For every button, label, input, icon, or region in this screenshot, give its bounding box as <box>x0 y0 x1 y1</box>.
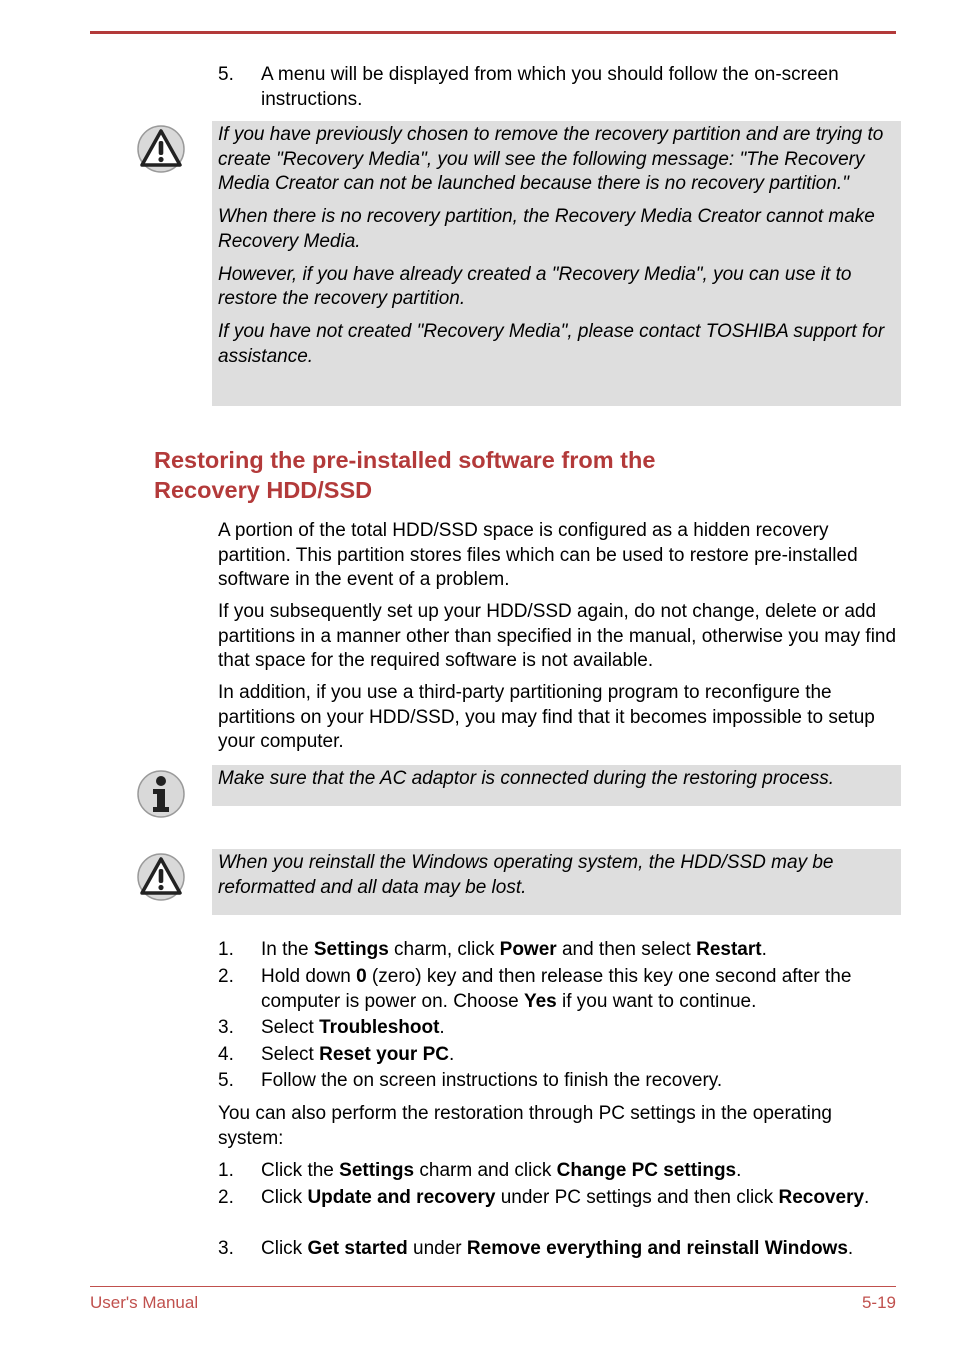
bold-term: Settings <box>339 1160 415 1181</box>
text-run: and then select <box>556 939 697 960</box>
step-text <box>261 1016 898 1041</box>
section-heading <box>154 445 854 505</box>
step-text <box>261 1159 898 1184</box>
bold-term: Restart <box>696 939 762 960</box>
list-item <box>218 1186 898 1211</box>
alt-intro-paragraph: You can also perform the restoration through PC settings in the operating system: <box>218 1103 833 1149</box>
text-run: In the <box>261 939 314 960</box>
bold-term: 0 <box>356 966 367 987</box>
warning-note-paragraph: However, if you have already created a "Recovery Media", you can use it to restore the recovery partition. <box>218 263 852 309</box>
text-run: . <box>448 1044 455 1065</box>
intro-step <box>218 63 898 112</box>
section-paragraph: In addition, if you use a third-party partitioning program to reconfigure the partitions on your HDD/SSD, you may find that it becomes impossible to setup your computer. <box>218 682 875 752</box>
heading-line-2: Recovery HDD/SSD <box>154 477 373 503</box>
bold-term: Yes <box>523 990 557 1012</box>
warning-note-paragraph: If you have previously chosen to remove the recovery partition and are trying to create "Recovery Media", you will see the following message: "The Recovery Media Creator can not be launched because there is no recovery partition." <box>218 124 884 194</box>
text-run: . <box>847 1238 854 1259</box>
warning-note-paragraph: If you have not created "Recovery Media", please contact TOSHIBA support for assistance. <box>218 321 885 367</box>
bold-term: Change PC settings <box>556 1160 737 1181</box>
warning-note-text: When you reinstall the Windows operating system, the HDD/SSD may be reformatted and all data may be lost. <box>218 852 834 898</box>
warning-note-paragraph: When there is no recovery partition, the Recovery Media Creator cannot make Recovery Media. <box>218 206 875 252</box>
bold-term: Get started <box>307 1238 408 1259</box>
text-run: if you want to continue. <box>556 990 757 1012</box>
step-number: 2. <box>218 966 234 987</box>
step-number: 5. <box>218 1070 234 1091</box>
warning-triangle-icon <box>136 852 186 902</box>
header-rule <box>90 31 896 34</box>
step-number: 2. <box>218 1187 234 1208</box>
step-number: 3. <box>218 1238 234 1259</box>
list-item <box>218 1069 898 1094</box>
bold-term: Update and recovery <box>307 1187 496 1208</box>
text-run: Hold down <box>261 966 357 987</box>
warning-note-reformat <box>212 849 901 915</box>
info-note <box>212 765 901 806</box>
list-item <box>218 1043 898 1068</box>
list-item <box>218 938 898 963</box>
step-text <box>261 1069 898 1094</box>
text-run: . <box>864 1187 870 1208</box>
step-number: 5. <box>218 64 234 85</box>
text-run: under <box>407 1238 467 1259</box>
text-run: . <box>736 1160 742 1181</box>
bold-term: Settings <box>313 939 389 960</box>
footer-title: User's Manual <box>90 1293 199 1312</box>
step-number: 1. <box>218 939 234 960</box>
info-icon <box>136 769 186 819</box>
list-item <box>218 1237 898 1262</box>
text-run: Select <box>261 1017 320 1038</box>
step-text <box>261 965 898 1014</box>
step-text <box>261 938 898 963</box>
list-item <box>218 1159 898 1184</box>
step-text <box>261 1237 898 1262</box>
bold-term: Troubleshoot <box>319 1017 440 1038</box>
text-run: . <box>439 1017 445 1038</box>
text-run: Follow the on screen instructions to finish the recovery. <box>261 1070 723 1091</box>
bold-term: Recovery <box>778 1187 865 1208</box>
step-number: 4. <box>218 1044 234 1065</box>
section-paragraph: A portion of the total HDD/SSD space is configured as a hidden recovery partition. This partition stores files which can be used to restore pre-installed software in the event of a problem. <box>218 520 858 590</box>
section-paragraph: If you subsequently set up your HDD/SSD again, do not change, delete or add partitions in a manner other than specified in the manual, otherwise you may find that space for the required software is not available. <box>218 601 897 671</box>
info-note-text: Make sure that the AC adaptor is connected during the restoring process. <box>218 768 835 789</box>
list-item <box>218 965 898 1014</box>
text-run: under PC settings and then click <box>495 1187 779 1208</box>
footer-rule <box>90 1286 896 1287</box>
step-number: 1. <box>218 1160 234 1181</box>
text-run: charm and click <box>414 1160 557 1181</box>
page-number: 5-19 <box>861 1293 896 1312</box>
text-run: charm, click <box>388 939 500 960</box>
step-text <box>261 1186 898 1211</box>
text-run: Click <box>261 1238 308 1259</box>
warning-triangle-icon <box>136 124 186 174</box>
text-run: Select <box>261 1044 320 1065</box>
bold-term: Remove everything and reinstall Windows <box>466 1238 848 1259</box>
step-text: A menu will be displayed from which you should follow the on-screen instructions. <box>261 64 839 110</box>
step-text <box>261 1043 898 1068</box>
text-run: . <box>761 939 767 960</box>
bold-term: Reset your PC <box>319 1044 449 1065</box>
list-item <box>218 1016 898 1041</box>
step-number: 3. <box>218 1017 234 1038</box>
text-run: (zero) key and then release this key one second after the computer is power on. Choose <box>261 966 852 1012</box>
warning-note-recovery-partition <box>212 121 901 406</box>
heading-line-1: Restoring the pre-installed software from the <box>154 447 656 473</box>
text-run: Click <box>261 1187 308 1208</box>
text-run: Click the <box>261 1160 340 1181</box>
bold-term: Power <box>499 939 557 960</box>
